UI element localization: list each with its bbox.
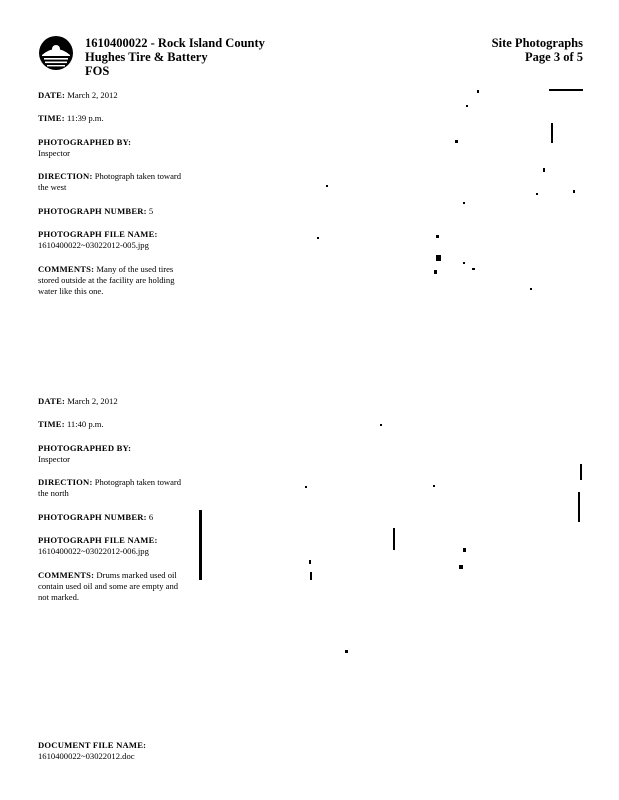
photo-2-photographer: PHOTOGRAPHED BY: Inspector xyxy=(38,443,132,464)
photo-2-direction: DIRECTION: Photograph taken toward the north xyxy=(38,477,182,498)
photo-1-time: TIME: 11:39 p.m. xyxy=(38,113,104,123)
agency-logo xyxy=(38,35,74,71)
photo-2-file: PHOTOGRAPH FILE NAME: 1610400022~03022012-006.jpg xyxy=(38,535,158,556)
facility-id-county: 1610400022 - Rock Island County xyxy=(85,36,265,50)
header-title-block xyxy=(492,36,583,64)
photo-2-date: DATE: March 2, 2012 xyxy=(38,396,118,406)
photo-1-direction: DIRECTION: Photograph taken toward the west xyxy=(38,171,182,192)
photo-1-comments: COMMENTS: Many of the used tires stored outside at the facility are holding water like this one. xyxy=(38,264,175,296)
page-label: Page 3 of 5 xyxy=(525,50,583,64)
agency-logo-icon xyxy=(38,35,74,71)
photo-1-photographer: PHOTOGRAPHED BY: Inspector xyxy=(38,137,132,158)
photo-2-number: PHOTOGRAPH NUMBER: 6 xyxy=(38,512,154,522)
photo-1-file: PHOTOGRAPH FILE NAME: 1610400022~03022012-005.jpg xyxy=(38,229,158,250)
header-facility-block xyxy=(85,36,265,78)
photo-1-date: DATE: March 2, 2012 xyxy=(38,90,118,100)
office-code: FOS xyxy=(85,64,110,78)
photo-2-time: TIME: 11:40 p.m. xyxy=(38,419,104,429)
photo-1-image xyxy=(300,80,590,300)
doc-title: Site Photographs xyxy=(491,36,583,50)
photo-1-number: PHOTOGRAPH NUMBER: 5 xyxy=(38,206,154,216)
photo-2-image xyxy=(195,400,595,670)
document-file-name: DOCUMENT FILE NAME: 1610400022~03022012.doc xyxy=(38,740,147,761)
facility-name: Hughes Tire & Battery xyxy=(85,50,208,64)
photo-2-comments: COMMENTS: Drums marked used oil contain used oil and some are empty and not marked. xyxy=(38,570,179,602)
